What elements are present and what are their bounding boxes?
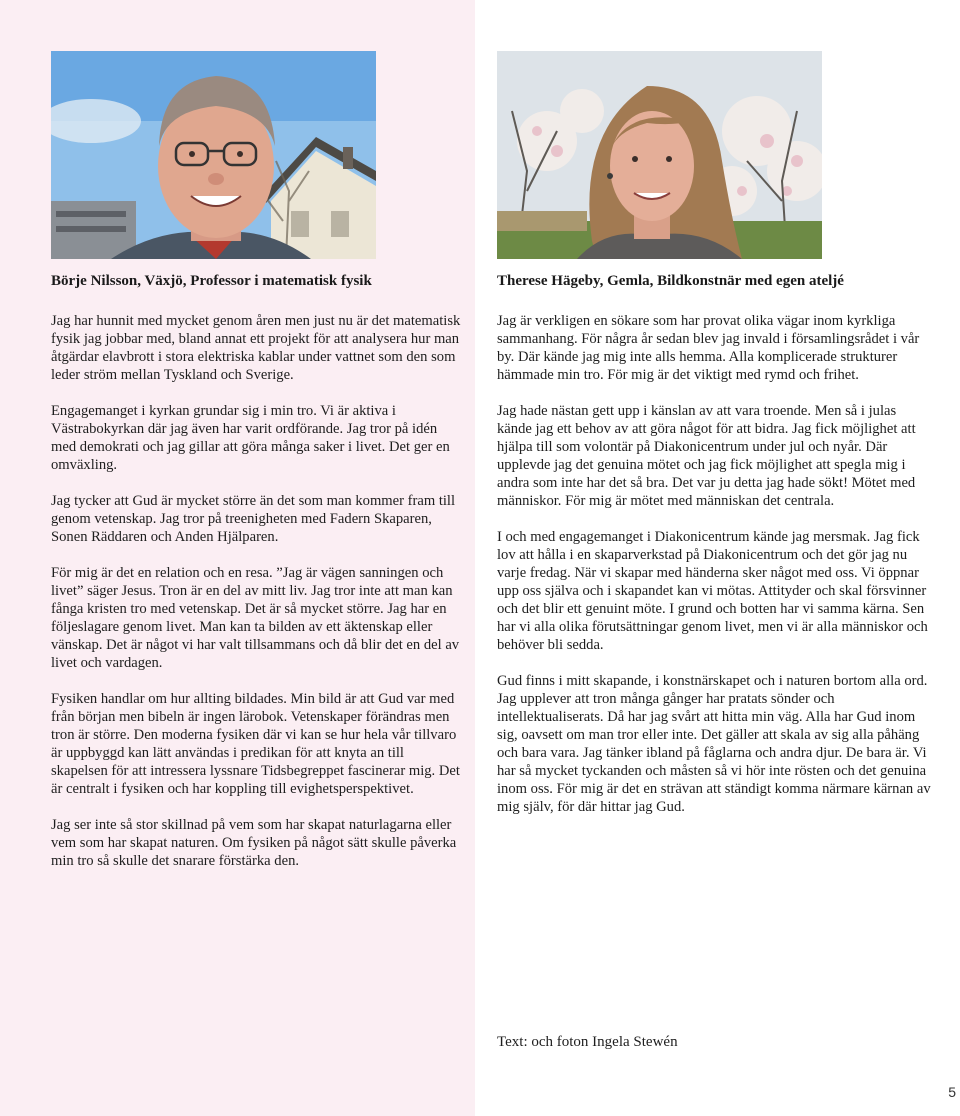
paragraph: I och med engagemanget i Diakonicentrum kände jag mersmak. Jag fick lov att hålla i en skaparverkstad på Diakonicentrum och det gör jag nu varje fredag. När vi skapar med händerna sker något med oss. Vi öppnar upp oss själva och i skapandet kan vi mötas. Attityder och skal försvinner och det blir ett genuint möte. I grund och botten har vi samma kärna. Sen har vi alla olika förutsättningar genom livet, men vi är alla människor och behöver bli sedda. <box>497 529 928 653</box>
page-number: 5 <box>948 1084 956 1100</box>
paragraph: Engagemanget i kyrkan grundar sig i min tro. Vi är aktiva i Västrabokyrkan där jag även har varit ordförande. Jag tror på idén med demokrati och jag gillar att göra många saker i livet. Det ger en omväxling. <box>51 403 450 473</box>
article-body-left <box>51 312 461 870</box>
portrait-photo-icon <box>51 51 376 259</box>
photo-credit: Text: och foton Ingela Stewén <box>497 1034 678 1050</box>
photo-caption-left: Börje Nilsson, Växjö, Professor i matematisk fysik <box>51 273 372 289</box>
paragraph: Jag ser inte så stor skillnad på vem som har skapat naturlagarna eller vem som har skapat naturen. Om fysiken på något sätt skulle påverka min tro så skulle det snarare förstärka den. <box>51 817 457 869</box>
right-article <box>497 51 932 834</box>
left-article <box>51 51 461 888</box>
paragraph: Gud finns i mitt skapande, i konstnärskapet och i naturen bortom alla ord. Jag upplever att tron många gånger har pratats sönder och intellektualiserats. Då har jag svårt att hitta min väg. Alla har Gud inom sig, oavsett om man tror eller inte. Det gäller att skala av sig alla påhäng och bara vara. Jag tänker ibland på fåglarna och andra djur. De bara är. Vi har så mycket tyckanden och måsten så vi hör inte rösten och det genuina inom oss. För mig är det en strävan att ständigt komma närmare kärnan av mig själv, för där hittar jag Gud. <box>497 673 931 815</box>
paragraph: Jag hade nästan gett upp i känslan av att vara troende. Men så i julas kände jag ett behov av att göra något för att bidra. Jag fick möjlighet att hjälpa till som volontär på Diakonicentrum under jul och nyår. Där upplevde jag det genuina mötet och jag fick möjlighet att spegla mig i andra som inte har det så bra. Det var ju detta jag hade sökt! Mötet med människor. För mig är mötet med människan det centrala. <box>497 403 916 509</box>
paragraph: Jag tycker att Gud är mycket större än det som man kommer fram till genom vetenskap. Jag tror på treenigheten med Fadern Skaparen, Sonen Räddaren och Anden Hjälparen. <box>51 493 456 545</box>
portrait-photo-borje <box>51 51 376 259</box>
photo-caption-right: Therese Hägeby, Gemla, Bildkonstnär med egen ateljé <box>497 273 844 289</box>
paragraph: Fysiken handlar om hur allting bildades. Min bild är att Gud var med från början men bibeln är ingen lärobok. Vetenskaper förändras men tron är större. Den moderna fysiken där vi kan se hur hela vår tillvaro är uppbyggd kan lätt användas i predikan för att knyta an till skapelsen för att intressera lyssnare Tidsbegreppet fascinerar mig. Det är centralt i fysiken och har koppling till evighetsperspektivet. <box>51 691 460 797</box>
paragraph: Jag är verkligen en sökare som har provat olika vägar inom kyrkliga sammanhang. För några år sedan blev jag invald i församlingsrådet i vår by. Där kände jag mig inte alls hemma. Alla komplicerade strukturer hämmade min tro. För mig är det viktigt med rymd och frihet. <box>497 313 920 383</box>
paragraph: Jag har hunnit med mycket genom åren men just nu är det matematisk fysik jag jobbar med, bland annat ett projekt för att analysera hur man åtgärdar elavbrott i stora elektriska kablar under vattnet som den som leder ström mellan Tyskland och Sverige. <box>51 313 461 383</box>
paragraph: För mig är det en relation och en resa. ”Jag är vägen sanningen och livet” säger Jesus. Tron är en del av mitt liv. Jag tror inte att man kan fånga kristen tro med vetenskap. Det är så mycket större. Jag har en följeslagare genom livet. Man kan ta bilden av ett äktenskap eller vänskap. Det är något vi har valt tillsammans och då blir det en del av livet och vardagen. <box>51 565 460 671</box>
article-body-right <box>497 312 932 816</box>
portrait-photo-icon <box>497 51 822 259</box>
portrait-photo-therese <box>497 51 822 259</box>
